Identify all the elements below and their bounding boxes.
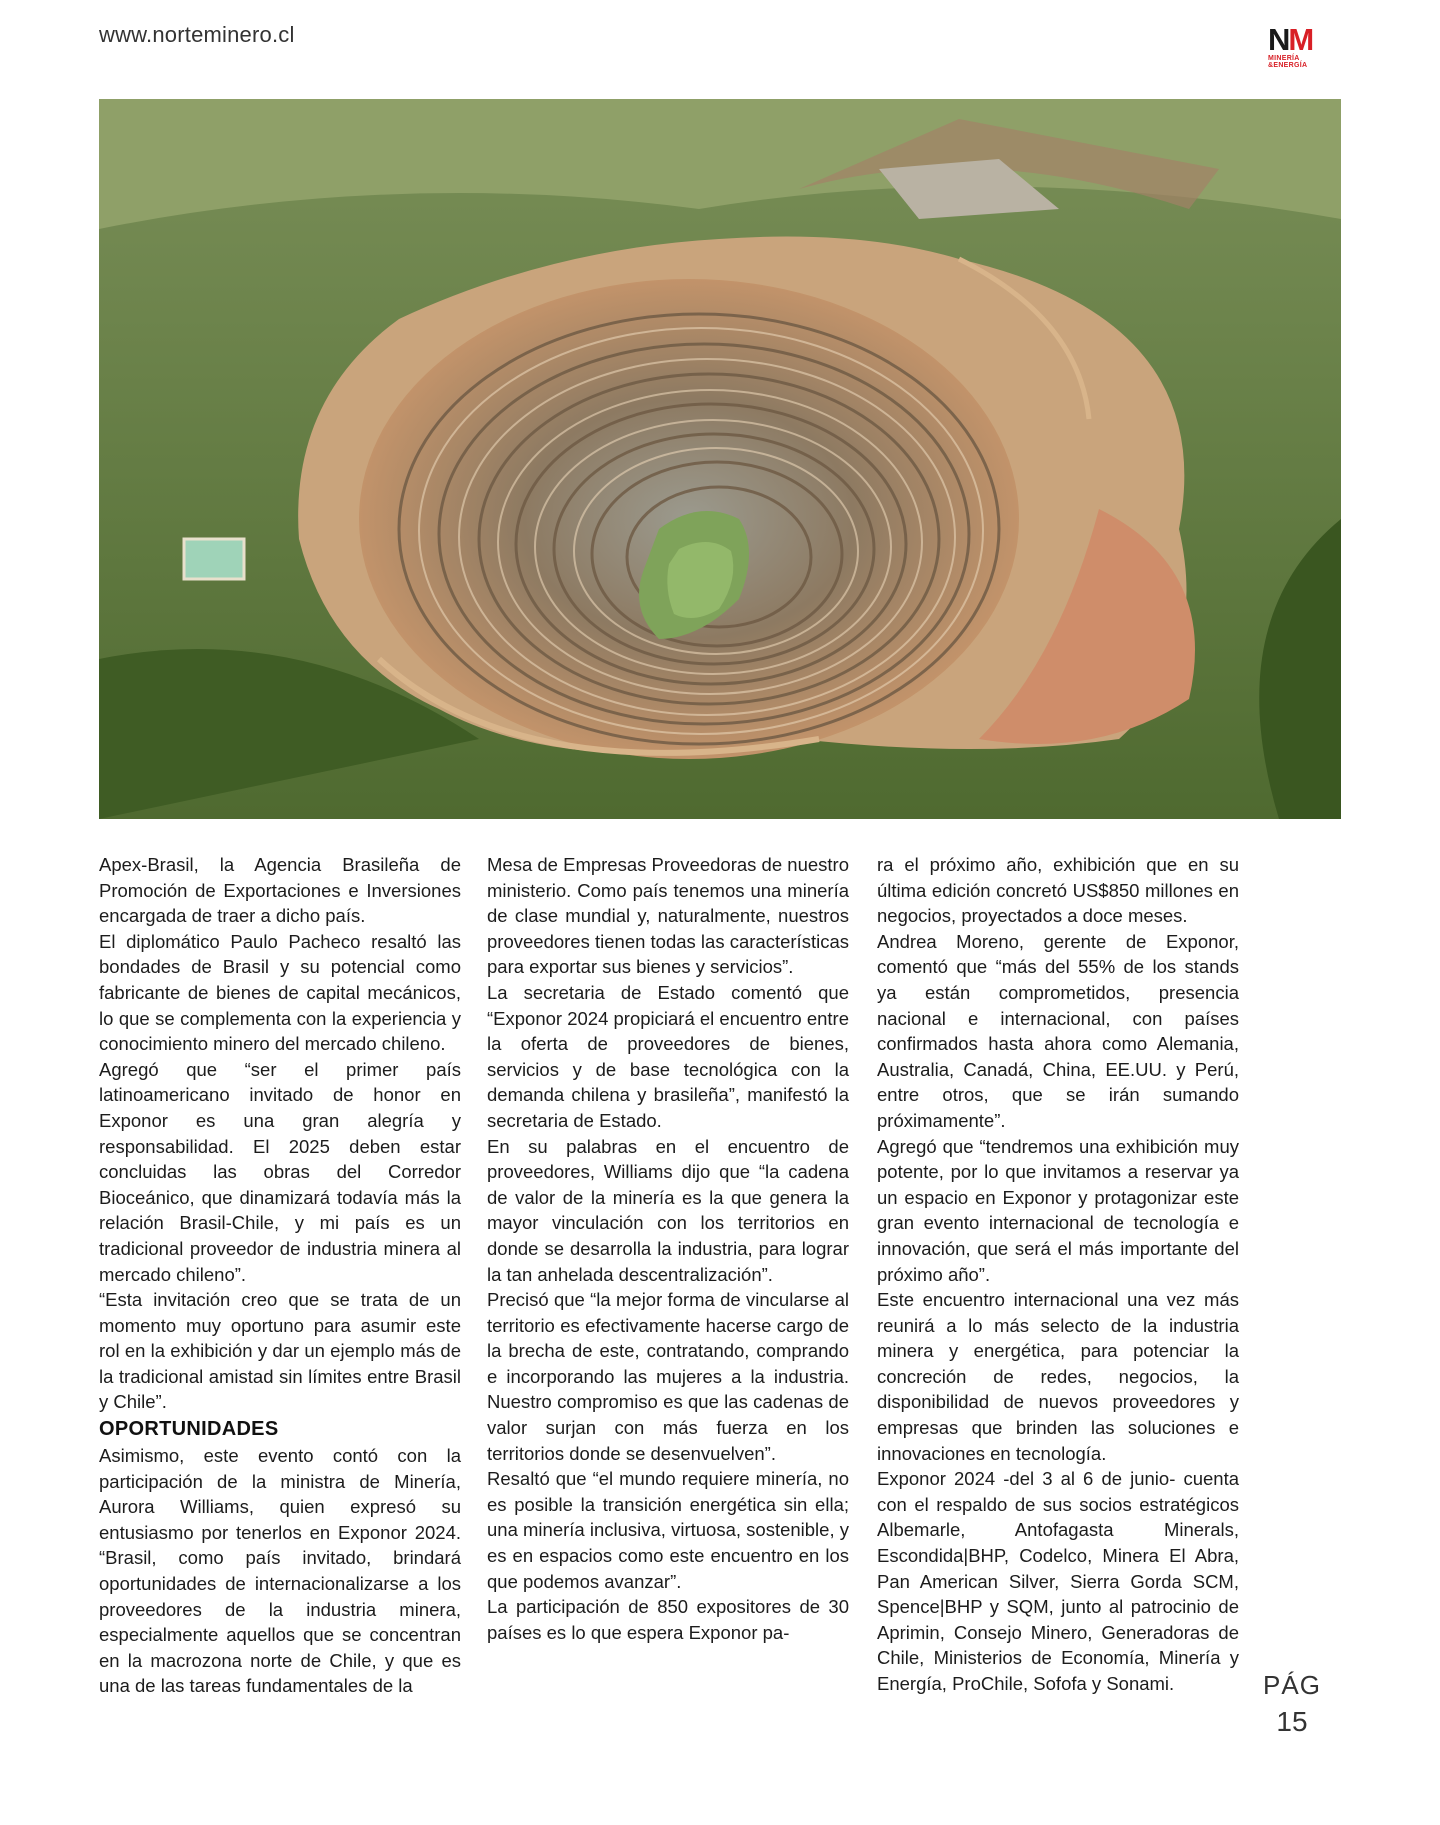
page-number-block: [1262, 1670, 1322, 1740]
paragraph: Precisó que “la mejor forma de vincularse al territorio es efectivamente hacerse cargo de la brecha de este, contratando, comprando e incorporando las mujeres a la industria. Nuestro compromiso es que las cadenas de valor surjan con más fuerza en los territorios donde se desenvuelven”.: [487, 1289, 849, 1464]
paragraph: ra el próximo año, exhibición que en su última edición concretó US$850 millones en negocios, proyectados a doce meses.: [877, 854, 1239, 927]
paragraph: Andrea Moreno, gerente de Exponor, comentó que “más del 55% de los stands ya están comprometidos, presencia nacional e internacional, con países confirmados hasta ahora como Alemania, Australia, Canadá, China, EE.UU. y Perú, entre otros, que se irán sumando próximamente”.: [877, 930, 1239, 1131]
paragraph: Este encuentro internacional una vez más reunirá a lo más selecto de la industria minera y energética, para potenciar la concreción de redes, negocios, la disponibilidad de nuevos proveedores y empresas que brinden las soluciones e innovaciones en tecnología.: [877, 1289, 1239, 1464]
section-subheading: OPORTUNIDADES: [99, 1418, 279, 1441]
site-url: www.norteminero.cl: [99, 22, 295, 47]
paragraph: La participación de 850 expositores de 30 países es lo que espera Exponor pa-: [487, 1596, 849, 1643]
paragraph: El diplomático Paulo Pacheco resaltó las bondades de Brasil y su potencial como fabricante de bienes de capital mecánicos, lo que se complementa con la experiencia y conocimiento minero del mercado chileno.: [99, 930, 461, 1055]
article-column-2: [487, 852, 849, 1645]
paragraph: Agregó que “tendremos una exhibición muy potente, por lo que invitamos a reservar ya un espacio en Exponor y protagonizar este gran evento internacional de tecnología e innovación, que será el más importante del próximo año”.: [877, 1135, 1239, 1285]
aerial-open-pit-mine-photo: [99, 99, 1341, 819]
article-column-3: [877, 852, 1239, 1697]
page-label: PÁG: [1263, 1670, 1321, 1700]
logo-letter-m: M: [1288, 22, 1313, 57]
magazine-logo: [1268, 24, 1326, 68]
logo-subtitle-1: MINERÍA: [1268, 55, 1300, 62]
paragraph: Resaltó que “el mundo requiere minería, no es posible la transición energética sin ella; una minería inclusiva, virtuosa, sostenible, y es en espacios como este encuentro en los que podemos avanzar”.: [487, 1468, 849, 1592]
paragraph: En su palabras en el encuentro de proveedores, Williams dijo que “la cadena de valor de la minería es la que genera la mayor vinculación con los territorios en donde se desarrolla la industria, para lograr la tan anhelada descentralización”.: [487, 1135, 849, 1285]
paragraph: Agregó que “ser el primer país latinoamericano invitado de honor en Exponor es una gran alegría y responsabilidad. El 2025 deben estar concluidas las obras del Corredor Bioceánico, que dinamizará todavía más la relación Brasil-Chile, y mi país es un tradicional proveedor de industria minera al mercado chileno”.: [99, 1058, 461, 1285]
article-column-1: [99, 852, 461, 1699]
logo-subtitle-2: &ENERGÍA: [1268, 62, 1308, 69]
paragraph: La secretaria de Estado comentó que “Exponor 2024 propiciará el encuentro entre la oferta de proveedores de bienes, servicios y de base tecnológica con la demanda chilena y brasileña”, manifestó la secretaria de Estado.: [487, 981, 850, 1131]
paragraph: Apex-Brasil, la Agencia Brasileña de Promoción de Exportaciones e Inversiones encargada de traer a dicho país.: [99, 854, 461, 927]
logo-letter-n: N: [1268, 22, 1289, 57]
paragraph: Mesa de Empresas Proveedoras de nuestro ministerio. Como país tenemos una minería de clase mundial y, naturalmente, nuestros proveedores tienen todas las características para exportar sus bienes y servicios”.: [487, 854, 849, 978]
paragraph: Asimismo, este evento contó con la participación de la ministra de Minería, Aurora Williams, quien expresó su entusiasmo por tenerlos en Exponor 2024. “Brasil, como país invitado, brindará oportunidades de internacionalizarse a los proveedores de la industria minera, especialmente aquellos que se concentran en la macrozona norte de Chile, y que es una de las tareas fundamentales de la: [99, 1445, 461, 1697]
paragraph: Exponor 2024 -del 3 al 6 de junio- cuenta con el respaldo de sus socios estratégicos Albemarle, Antofagasta Minerals, Escondida|BHP, Codelco, Minera El Abra, Pan American Silver, Sierra Gorda SCM, Spence|BHP y SQM, junto al patrocinio de Aprimin, Consejo Minero, Generadoras de Chile, Ministerios de Economía, Minería y Energía, ProChile, Sofofa y Sonami.: [877, 1468, 1239, 1694]
aerial-mine-photo: [99, 99, 1341, 819]
page-number: 15: [1276, 1706, 1308, 1737]
paragraph: “Esta invitación creo que se trata de un momento muy oportuno para asumir este rol en la exhibición y dar un ejemplo más de la tradicional amistad sin límites entre Brasil y Chile”.: [99, 1289, 461, 1413]
